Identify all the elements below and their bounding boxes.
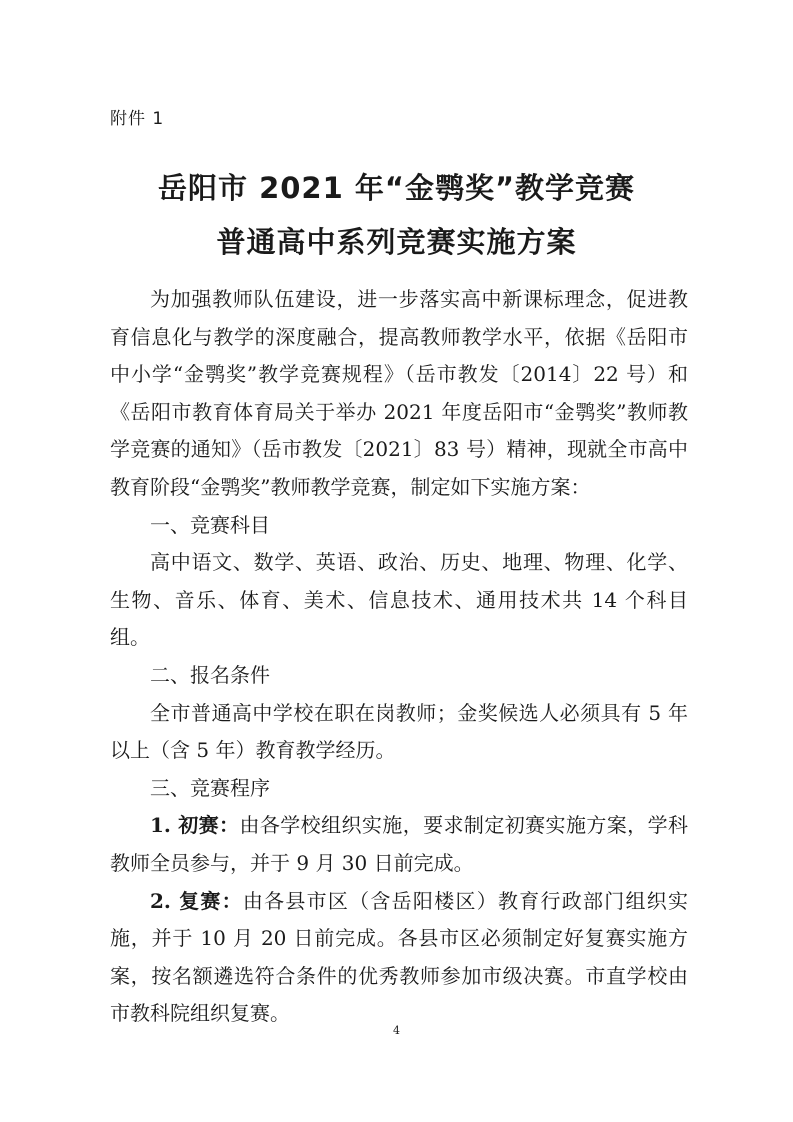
document-title-line-1: 岳阳市 2021 年“金鹗奖”教学竞赛 bbox=[157, 171, 636, 205]
procedure-prelim-paragraph bbox=[110, 807, 688, 882]
procedure-prelim-text: 由各学校组织实施，要求制定初赛实施方案，学科教师全员参与，并于 9 月 30 日前完成。 bbox=[110, 813, 688, 875]
section-eligibility-text: 全市普通高中学校在职在岗教师；金奖候选人必须具有 5 年以上（含 5 年）教育教学经历。 bbox=[110, 700, 688, 763]
procedure-semi-paragraph bbox=[110, 883, 688, 1033]
document-title-line-2: 普通高中系列竞赛实施方案 bbox=[216, 225, 577, 259]
procedure-semi-text: 由各县市区（含岳阳楼区）教育行政部门组织实施，并于 10 月 20 日前完成。各县市区必须制定好复赛实施方案，按名额遴选符合条件的优秀教师参加市级决赛。市直学校由市教科院组织复赛。 bbox=[110, 888, 689, 1026]
document-body bbox=[110, 281, 688, 1033]
section-eligibility-heading: 二、报名条件 bbox=[150, 662, 270, 687]
section-subjects-heading: 一、竞赛科目 bbox=[150, 512, 270, 537]
section-subjects-text: 高中语文、数学、英语、政治、历史、地理、物理、化学、生物、音乐、体育、美术、信息技术、通用技术共 14 个科目组。 bbox=[110, 550, 688, 650]
attachment-label: 附件 1 bbox=[110, 109, 165, 129]
page-number: 4 bbox=[393, 1024, 400, 1037]
section-procedure-heading: 三、竞赛程序 bbox=[150, 775, 270, 800]
procedure-semi-label: 2. 复赛： bbox=[150, 888, 243, 913]
intro-paragraph: 为加强教师队伍建设，进一步落实高中新课标理念，促进教育信息化与教学的深度融合，提高教师教学水平，依据《岳阳市中小学“金鹗奖”教学竞赛规程》（岳市教发〔2014〕22 号）和《岳阳市教育体育局关于举办 2021 年度岳阳市“金鹗奖”教师教学竞赛的通知》（岳市教发〔2021〕83 号）精神，现就全市高中教育阶段“金鹗奖”教师教学竞赛，制定如下实施方案： bbox=[110, 287, 688, 499]
procedure-prelim-label: 1. 初赛： bbox=[150, 813, 240, 838]
